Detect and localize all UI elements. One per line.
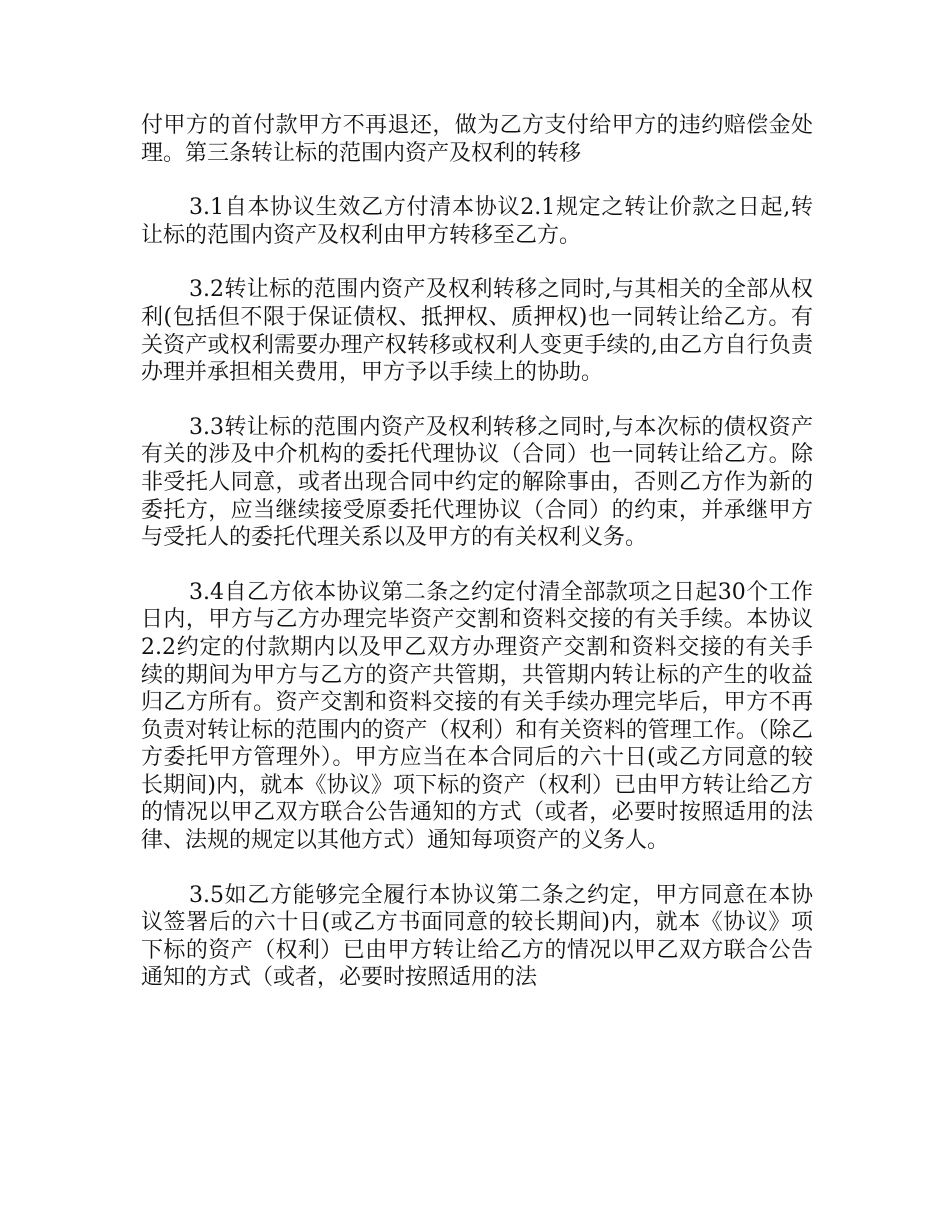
paragraph-3-4: 3.4自乙方依本协议第二条之约定付清全部款项之日起30个工作日内，甲方与乙方办理完毕资产交割和资料交接的有关手续。本协议2.2约定的付款期内以及甲乙双方办理资产交割和资料交接的有关手续的期间为甲方与乙方的资产共管期，共管期内转让标的产生的收益归乙方所有。资产交割和资料交接的有关手续办理完毕后，甲方不再负责对转让标的范围内的资产（权利）和有关资料的管理工作。（除乙方委托甲方管理外）。甲方应当在本合同后的六十日(或乙方同意的较长期间)内，就本《协议》项下标的资产（权利）已由甲方转让给乙方的情况以甲乙双方联合公告通知的方式（或者，必要时按照适用的法律、法规的规定以其他方式）通知每项资产的义务人。 <box>141 579 813 854</box>
paragraph-continuation: 付甲方的首付款甲方不再退还，做为乙方支付给甲方的违约赔偿金处理。第三条转让标的范围内资产及权利的转移 <box>141 113 813 166</box>
paragraph-3-5: 3.5如乙方能够完全履行本协议第二条之约定，甲方同意在本协议签署后的六十日(或乙方书面同意的较长期间)内，就本《协议》项下标的资产（权利）已由甲方转让给乙方的情况以甲乙双方联合公告通知的方式（或者，必要时按照适用的法 <box>141 882 813 991</box>
paragraph-3-2: 3.2转让标的范围内资产及权利转移之同时,与其相关的全部从权利(包括但不限于保证债权、抵押权、质押权)也一同转让给乙方。有关资产或权利需要办理产权转移或权利人变更手续的,由乙方自行负责办理并承担相关费用，甲方予以手续上的协助。 <box>141 277 813 386</box>
paragraph-3-3: 3.3转让标的范围内资产及权利转移之同时,与本次标的债权资产有关的涉及中介机构的委托代理协议（合同）也一同转让给乙方。除非受托人同意，或者出现合同中约定的解除事由，否则乙方作为新的委托方，应当继续接受原委托代理协议（合同）的约束，并承继甲方与受托人的委托代理关系以及甲方的有关权利义务。 <box>141 414 813 551</box>
paragraph-3-1: 3.1自本协议生效乙方付清本协议2.1规定之转让价款之日起,转让标的范围内资产及权利由甲方转移至乙方。 <box>141 195 813 248</box>
document-page <box>141 112 813 1019</box>
